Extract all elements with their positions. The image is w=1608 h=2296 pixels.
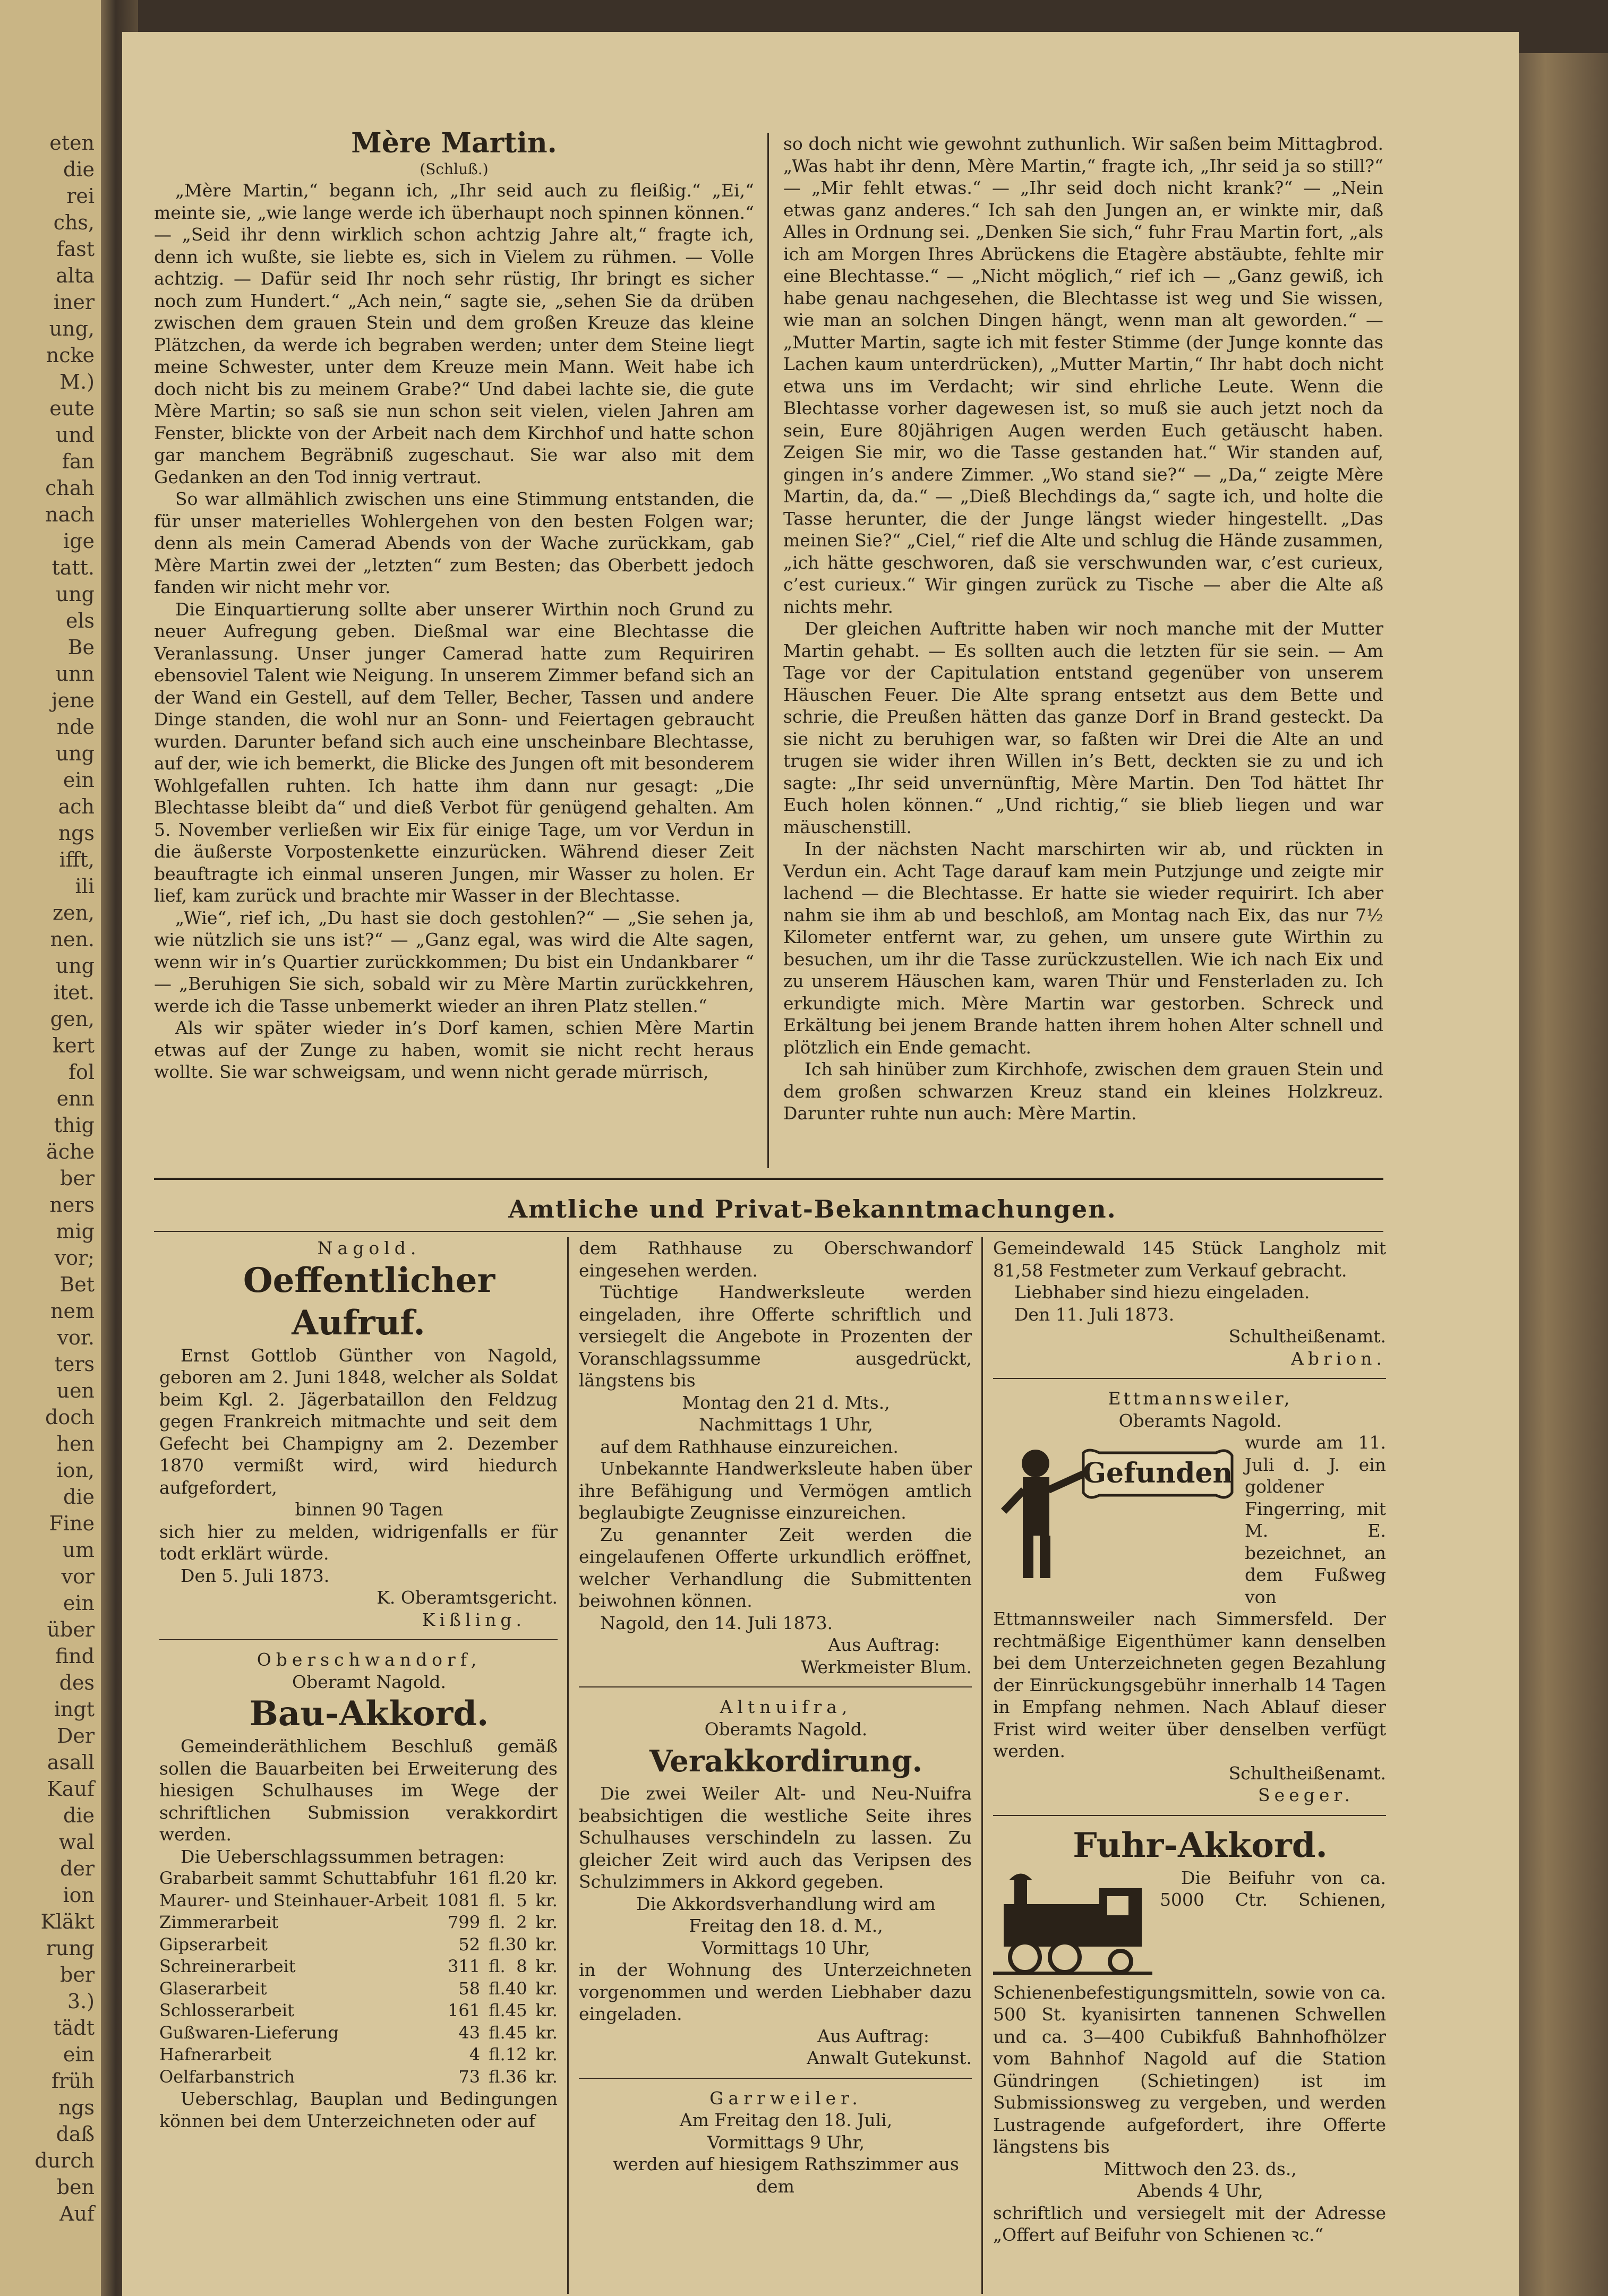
left-page-line: Der [56, 1724, 95, 1747]
ad-signer: Anwalt Gutekunst. [807, 2047, 972, 2068]
left-page-line: ners [49, 1193, 95, 1216]
cost-kr-unit: kr. [535, 2066, 558, 2087]
cost-row [159, 1867, 558, 1890]
left-page-line: asall [47, 1751, 95, 1774]
story-column-2 [783, 133, 1383, 1125]
left-page-line: ion [63, 1883, 95, 1907]
ad-bau-akkord [159, 1649, 558, 2132]
ad-public-call [159, 1237, 558, 1631]
left-page-line: Auf [59, 2202, 95, 2225]
cost-kr-unit: kr. [535, 1978, 558, 1999]
column-divider [767, 133, 769, 1168]
left-page-line: um [62, 1538, 95, 1562]
cost-label: Zimmerarbeit [159, 1912, 279, 1932]
left-page-line: M.) [59, 370, 95, 393]
column-divider [567, 1237, 569, 2294]
cost-row [159, 1890, 558, 1912]
ad-body: werden auf hiesigem Rathszimmer aus dem [613, 2154, 959, 2197]
story-paragraph: „Wie“, rief ich, „Du hast sie doch gestohlen?“ — „Sie sehen ja, wie nützlich sie uns ist?“ — „Ganz egal, was wird die Alte sagen, wenn wir in’s Quartier zurückkommen; Du bist ein Undankbarer “ — „Beruhigen Sie sich, sobald wir zu Mère Martin zurückkehren, werde ich die Tasse unbemerkt wieder an ihren Platz stellen.“ [154, 907, 754, 1016]
cost-kr-unit: kr. [535, 2022, 558, 2043]
cost-amount: 43 [458, 2022, 481, 2043]
cost-label: Oelfarbanstrich [159, 2066, 295, 2087]
left-page-line: ngs [58, 821, 95, 845]
cost-fl: fl. [489, 1934, 506, 1955]
cost-row [159, 2000, 558, 2022]
cost-kr: 5 [516, 1890, 527, 1911]
story-paragraph: Die Einquartierung sollte aber unserer Wirthin noch Grund zu neuer Aufregung geben. Dießmal war eine Blechtasse die Veranlassung. Unser junger Camerad hatte zum Requiriren ebensoviel Talent wie Neigung. In unserem Zimmer befand sich an der Wand ein Gestell, auf dem Teller, Becher, Tassen und andere Dinge standen, die wohl nur an Sonn- und Feiertagen gebraucht wurden. Darunter befand sich auch eine unscheinbare Blechtasse, auf der, wie ich bemerkt, die Blicke des Jungen oft mit besonderem Wohlgefallen ruhten. Ich hatte ihm dann nur gesagt: „Die Blechtasse bleibt da“ und dieß Verbot für genügend gehalten. Am 5. November verließen wir Eix für einige Tage, um vor Verdun in die äußerste Vorpostenkette einzurücken. Während dieser Zeit beauftragte ich einmal unseren Jungen, mir Wasser zu holen. Er lief, kam zurück und brachte mir Wasser in der Blechtasse. [154, 598, 754, 906]
left-page-line: der [60, 1857, 95, 1880]
cost-kr: 8 [516, 1956, 527, 1976]
ads-column-2 [579, 1237, 972, 2197]
cost-kr: 20 [505, 1868, 527, 1888]
ad-body: in der Wohnung des Unterzeichneten vorgenommen und werden Liebhaber dazu eingeladen. [579, 1959, 972, 2024]
ad-deadline: binnen 90 Tagen [295, 1499, 443, 1520]
ad-place: Ettmannsweiler, [1108, 1388, 1293, 1409]
ad-body: Liebhaber sind hiezu eingeladen. [1014, 1282, 1310, 1303]
book-page-edges [1519, 53, 1608, 2296]
ad-date: Den 11. Juli 1873. [1014, 1304, 1175, 1325]
left-page-line: ncke [46, 344, 95, 367]
ad-verakkordirung [579, 1696, 972, 2069]
story-subtitle: (Schluß.) [420, 160, 489, 178]
left-page-line: jene [51, 689, 95, 712]
ad-title: Oeffentlicher Aufruf. [243, 1260, 495, 1343]
cost-kr-unit: kr. [535, 1934, 558, 1955]
ad-body: auf dem Rathhause einzureichen. [600, 1436, 899, 1457]
ad-body: wurde am 11. Juli d. J. ein goldener Fingerring, mit M. E. bezeichnet, an dem Fußweg von Ettmannsweiler nach Simmersfeld. Der rechtmäßige Eigenthümer kann denselben bei dem Unterzeichneten gegen Bezahlung der Einrückungsgebühr innerhalb 14 Tagen in Empfang nehmen. Nach Ablauf dieser Frist wird weiter über denselben verfügt werden. [993, 1432, 1386, 1761]
column-divider [981, 1237, 983, 2294]
cost-kr: 45 [505, 2000, 527, 2020]
left-page-line: ung [55, 954, 95, 978]
cost-amount: 4 [469, 2044, 481, 2064]
ad-date-line: Mittwoch den 23. ds., [1104, 2158, 1297, 2179]
left-page-line: Bet [59, 1273, 95, 1296]
left-page-line: 3.) [67, 1990, 95, 2013]
story-paragraph: Ich sah hinüber zum Kirchhofe, zwischen dem grauen Stein und dem großen schwarzen Kreuz stand ein kleines Holzkreuz. Darunter ruhte nun auch: Mère Martin. [783, 1059, 1383, 1124]
cost-fl: fl. [489, 1868, 506, 1888]
left-page-fragment [0, 0, 101, 2296]
left-page-line: ben [56, 2175, 95, 2199]
left-page-line: ion, [56, 1459, 95, 1482]
ad-divider [993, 1815, 1386, 1816]
cost-kr-unit: kr. [535, 1868, 558, 1888]
story-paragraph: so doch nicht wie gewohnt zuthunlich. Wir saßen beim Mittagbrod. „Was habt ihr denn, Mère Martin,“ fragte ich, „Ihr seid ja so still?“ — „Mir fehlt etwas.“ — „Ihr seid doch nicht krank?“ — „Nein etwas ganz anderes.“ Ich sah den Jungen an, er winkte mir, daß Alles in Ordnung sei. „Denken Sie sich,“ fuhr Frau Martin fort, „als ich am Morgen Ihres Abrückens die Etagère abstäubte, fehlte mir eine Blechtasse.“ — „Nicht möglich,“ rief ich — „Ganz gewiß, ich habe genau nachgesehen, die Blechtasse ist weg und Sie wissen, wie man an solchen Dingen hängt, wenn man alt geworden.“ — „Mutter Martin, sagte ich mit fester Stimme (der Junge konnte das Lachen kaum unterdrücken), „Mutter Martin,“ Ihr habt doch nicht etwa uns im Verdacht; wir sind ehrliche Leute. Wenn die Blechtasse vorher dagewesen ist, so muß sie auch jetzt noch da sein, Eure 80jährigen Augen werden Euch getäuscht haben. Zeigen Sie mir, wo die Tasse gestanden hat.“ Wir standen auf, gingen in’s andere Zimmer. „Wo stand sie?“ — „Da,“ zeigte Mère Martin, da, da.“ — „Dieß Blechdings da,“ sagte ich, und holte die Tasse herunter, die der Junge längst wieder hingestellt. „Das meinen Sie?“ „Ciel,“ rief die Alte und schlug die Hände zusammen, „ich hätte geschworen, daß sie verschwunden war, c’est curieux, c’est curieux.“ Wir gingen zurück zu Tische — aber die Alte aß nichts mehr. [783, 133, 1383, 617]
ad-body: Die zwei Weiler Alt- und Neu-Nuifra beabsichtigen die westliche Seite ihres Schulhauses verschindeln zu lassen. Zu gleicher Zeit wird auch das Veripsen des Schulzimmers in Akkord gegeben. [579, 1783, 972, 1892]
story-column-1 [154, 127, 754, 1083]
left-page-line: tädt [53, 2016, 95, 2040]
ad-place: Garrweiler. [709, 2087, 862, 2109]
ad-time-line: Vormittags 9 Uhr, [707, 2131, 865, 2153]
ad-body: Gemeinderäthlichem Beschluß gemäß sollen die Bauarbeiten bei Erweiterung des hiesigen Schulhauses im Wege der schriftlichen Submission verakkordirt werden. [159, 1736, 558, 1845]
cost-fl: fl. [489, 2022, 506, 2043]
left-page-line: fast [56, 237, 95, 261]
left-page-line: Kläkt [40, 1910, 95, 1933]
left-page-line: ein [63, 2043, 95, 2066]
ad-time-line: Vormittags 10 Uhr, [702, 1937, 870, 1958]
left-page-line: wal [58, 1830, 95, 1854]
left-page-line: doch [45, 1406, 95, 1429]
left-page-line: die [63, 1804, 95, 1827]
cost-label: Hafnerarbeit [159, 2044, 271, 2064]
left-page-line: ein [63, 1591, 95, 1615]
cost-label: Glaserarbeit [159, 1978, 267, 1999]
ad-divider [159, 1639, 558, 1640]
left-page-line: ifft, [59, 848, 95, 871]
ad-district: Oberamts Nagold. [704, 1718, 868, 1740]
left-page-line: alta [56, 264, 95, 287]
story-paragraph: „Mère Martin,“ begann ich, „Ihr seid auch zu fleißig.“ „Ei,“ meinte sie, „wie lange werde ich überhaupt noch spinnen können.“ — „Seid ihr denn wirklich schon achtzig Jahre alt,“ fragte ich, denn ich wußte, sie liebte es, sich in Vielem zu rühmen. — Volle achtzig. — Dafür seid Ihr noch sehr rüstig, Ihr bringt es sicher noch zum Hundert.“ „Ach nein,“ sagte sie, „sehen Sie da drüben zwischen dem grauen Stein und dem großen Kreuze das kleine Plätzchen, da werde ich begraben werden; unter dem Steine liegt meine Schwester, unter dem Kreuze mein Mann. Weit habe ich doch nicht bis zu meinem Grabe?“ Und dabei lachte sie, die gute Mère Martin; so saß sie nun schon seit vielen, vielen Jahren am Fenster, blickte von der Arbeit nach dem Kirchhof und hatte schon gar manchem Begräbniß zugeschaut. Sie war also mit dem Gedanken an den Tod innig vertraut. [154, 180, 754, 487]
ad-signer-name: Seeger. [1258, 1785, 1354, 1805]
left-page-line: eute [49, 397, 95, 420]
left-page-line: ach [58, 795, 95, 818]
left-page-line: ber [60, 1963, 95, 1986]
left-page-line: mig [56, 1220, 95, 1243]
cost-amount: 161 [448, 1868, 481, 1888]
left-page-line: ige [63, 529, 95, 553]
left-page-line: nde [56, 715, 95, 739]
locomotive-icon [993, 1867, 1152, 1978]
cost-row [159, 1912, 558, 1934]
ad-bau-akkord-continued [579, 1237, 972, 1678]
left-page-line: die [63, 158, 95, 181]
left-page-line: gen, [50, 1007, 95, 1031]
ad-place: Oberschwandorf, [256, 1649, 482, 1670]
cost-row [159, 1978, 558, 2000]
left-page-line: äche [46, 1140, 95, 1163]
ad-holzverkauf [579, 2087, 972, 2198]
cost-fl: fl. [489, 1890, 506, 1911]
ad-date: Den 5. Juli 1873. [181, 1565, 330, 1586]
left-page-line: ung, [49, 317, 95, 340]
ad-time-line: Abends 4 Uhr, [1137, 2180, 1263, 2201]
left-page-line: Be [67, 636, 95, 659]
cost-fl: fl. [489, 1956, 506, 1976]
left-page-line: Fine [49, 1512, 95, 1535]
cost-kr-unit: kr. [535, 1890, 558, 1911]
section-rule [154, 1178, 1383, 1180]
ad-body: Unbekannte Handwerksleute haben über ihre Befähigung und Vermögen amtlich beglaubigte Zeugnisse einzureichen. [579, 1458, 972, 1523]
ad-title: Fuhr-Akkord. [1073, 1825, 1328, 1865]
left-page-line: kert [53, 1034, 95, 1057]
cost-fl: fl. [489, 2066, 506, 2087]
cost-row [159, 1956, 558, 1978]
left-page-line: durch [35, 2149, 95, 2172]
left-page-line: rei [66, 184, 95, 208]
ad-title: Verakkordirung. [649, 1744, 923, 1779]
cost-kr-unit: kr. [535, 1912, 558, 1932]
ad-signer: K. Oberamtsgericht. [377, 1587, 558, 1608]
left-page-line: nem [50, 1299, 95, 1323]
ad-body: Tüchtige Handwerksleute werden eingeladen, ihre Offerte schriftlich und versiegelt die Angebote in Prozenten der Voranschlagssumme ausgedrückt, längstens bis [579, 1282, 972, 1391]
ad-signer-name: Abrion. [1291, 1348, 1386, 1369]
cost-amount: 1081 [437, 1890, 481, 1911]
left-page-line: ters [54, 1352, 95, 1376]
story-title: Mère Martin. [351, 127, 557, 159]
ad-signer: Werkmeister Blum. [801, 1656, 972, 1677]
cost-label: Grabarbeit sammt Schuttabfuhr [159, 1868, 437, 1888]
cost-fl: fl. [489, 1912, 506, 1932]
left-page-line: iner [53, 290, 95, 314]
ad-place: Nagold. [317, 1238, 421, 1258]
left-page-line: rung [46, 1937, 95, 1960]
cost-kr-unit: kr. [535, 1956, 558, 1976]
found-sign-text: Gefunden [1082, 1457, 1233, 1489]
left-page-line: ein [63, 768, 95, 792]
left-page-line: ung [55, 582, 95, 606]
ad-signer: Schultheißenamt. [1228, 1326, 1386, 1347]
cost-kr: 40 [505, 1978, 527, 1999]
left-page-line: hen [56, 1432, 95, 1455]
ads-header: Amtliche und Privat-Bekanntmachungen. [508, 1195, 1117, 1223]
ad-body: Gemeindewald 145 Stück Langholz mit 81,58 Festmeter zum Verkauf gebracht. [993, 1238, 1386, 1281]
ad-date-line: Freitag den 18. d. M., [689, 1915, 883, 1936]
left-page-line: chs, [53, 211, 95, 234]
ad-signer-name: Kißling. [422, 1609, 526, 1630]
left-page-line: ngs [58, 2096, 95, 2119]
left-page-line: unn [55, 662, 95, 686]
story-paragraph: Der gleichen Auftritte haben wir noch manche mit der Mutter Martin gehabt. — Es sollten auch die letzten für sie sein. — Am Tage vor der Capitulation entstand gegenüber von unserem Häuschen Feuer. Die Alte sprang entsetzt aus dem Bette und schrie, die Preußen hätten das ganze Dorf in Brand gesteckt. Da sie nicht zu beruhigen war, so faßten wir Drei die Alte an und trugen sie wider ihren Willen in’s Bett, deckten sie zu und ich sagte: „Ihr seid unvernünftig, Mère Martin. Den Tod hättet Ihr Euch holen können.“ „Und richtig,“ sie blieb liegen und war mäuschenstill. [783, 618, 1383, 837]
ad-body: Am Freitag den 18. Juli, [679, 2110, 893, 2130]
cost-amount: 161 [448, 2000, 481, 2020]
ad-body: dem Rathhause zu Oberschwandorf eingesehen werden. [579, 1238, 972, 1281]
left-page-line: enn [56, 1087, 95, 1110]
ad-auth: Aus Auftrag: [817, 2025, 929, 2046]
ad-body: sich hier zu melden, widrigenfalls er für todt erklärt würde. [159, 1521, 558, 1564]
left-page-line: eten [49, 131, 95, 155]
story-paragraph: Als wir später wieder in’s Dorf kamen, schien Mère Martin etwas auf der Zunge zu haben, womit sie nicht recht heraus wollte. Sie war schweigsam, und wenn nicht gerade mürrisch, [154, 1017, 754, 1082]
ad-place: Altnuifra, [720, 1697, 852, 1717]
left-page-line: uen [56, 1379, 95, 1402]
cost-kr-unit: kr. [535, 2000, 558, 2020]
left-page-line: ingt [54, 1698, 95, 1721]
story-paragraph: In der nächsten Nacht marschirten wir ab, und rückten in Verdun ein. Acht Tage darauf kam mein Putzjunge und zeigte mir lachend — die Blechtasse. Er hatte sie wieder requirirt. Ich aber nahm sie ihm ab und beschloß, am Montag nach Eix, das nur 7½ Kilometer entfernt war, zu gehen, um unsere gute Wirthin zu besuchen, um ihr die Tasse zurückzustellen. Wie ich nach Eix und zu unserem Häuschen kam, waren Thür und Fensterladen zu. Ich erkundigte mich. Mère Martin war gestorben. Schreck und Erkältung bei jenem Brande hatten ihrem hohen Alter schnell und plötzlich ein Ende gemacht. [783, 838, 1383, 1058]
ad-district: Oberamts Nagold. [1118, 1410, 1282, 1431]
left-page-line: nach [45, 503, 95, 526]
cost-kr: 30 [505, 1934, 527, 1955]
ad-body: schriftlich und versiegelt mit der Adresse „Offert auf Beifuhr von Schienen ꝛc.“ [993, 2202, 1386, 2245]
left-page-line: und [55, 423, 95, 447]
ads-column-1 [159, 1237, 558, 2132]
cost-label: Schlosserarbeit [159, 2000, 294, 2020]
cost-kr: 2 [516, 1912, 527, 1932]
story-paragraph: So war allmählich zwischen uns eine Stimmung entstanden, die für unser materielles Wohlergehen von den besten Folgen war; denn als mein Camerad Abends von der Wache zurückkam, gab Mère Martin zwei der „letzten“ zum Besten; das Oberbett jedoch fanden wir nicht mehr vor. [154, 489, 754, 597]
cost-label: Maurer- und Steinhauer-Arbeit [159, 1890, 428, 1911]
cost-kr: 45 [505, 2022, 527, 2043]
cost-fl: fl. [489, 1978, 506, 1999]
left-page-line: ili [75, 875, 95, 898]
left-page-line: Kauf [47, 1777, 95, 1801]
cost-amount: 58 [458, 1978, 481, 1999]
left-page-line: thig [54, 1113, 95, 1137]
section-rule [154, 1231, 1383, 1232]
ad-date-line: Montag den 21 d. Mts., [682, 1392, 890, 1413]
cost-fl: fl. [489, 2000, 506, 2020]
left-page-line: daß [56, 2122, 95, 2146]
left-page-line: zen, [52, 901, 95, 924]
ad-gefunden [993, 1387, 1386, 1806]
left-page-line: itet. [53, 981, 95, 1004]
ad-divider [993, 1378, 1386, 1379]
cost-row [159, 2044, 558, 2066]
cost-kr: 12 [505, 2044, 527, 2064]
ad-date: Nagold, den 14. Juli 1873. [600, 1612, 833, 1633]
cost-kr: 36 [505, 2066, 527, 2087]
left-page-line: ber [60, 1167, 95, 1190]
left-page-line: vor [61, 1565, 95, 1588]
ad-fuhr-akkord [993, 1824, 1386, 2246]
ad-divider [579, 1686, 972, 1687]
ad-signer: Schultheißenamt. [1228, 1762, 1386, 1784]
left-page-line: über [47, 1618, 95, 1641]
left-page-line: fan [62, 450, 95, 473]
ad-auth: Aus Auftrag: [828, 1634, 940, 1655]
cost-kr-unit: kr. [535, 2044, 558, 2064]
cost-row [159, 2022, 558, 2044]
left-page-line: els [65, 609, 95, 632]
ad-district: Oberamt Nagold. [292, 1671, 446, 1692]
man-holding-sign-icon [993, 1432, 1237, 1591]
left-page-line: find [55, 1644, 95, 1668]
ad-divider [579, 2078, 972, 2079]
left-page-line: die [63, 1485, 95, 1509]
left-page-line: des [59, 1671, 95, 1694]
cost-label: Gipserarbeit [159, 1934, 268, 1955]
cost-label: Schreinerarbeit [159, 1956, 296, 1976]
cost-amount: 311 [448, 1956, 481, 1976]
left-page-line: vor. [57, 1326, 95, 1349]
cost-amount: 73 [458, 2066, 481, 2087]
ad-body: Die Akkordsverhandlung wird am [636, 1893, 936, 1914]
ad-body: Ernst Gottlob Günther von Nagold, geboren am 2. Juni 1848, welcher als Soldat beim Kgl. 2. Jägerbataillon den Feldzug gegen Frankreich mitmachte und seit dem Gefecht bei Champigny am 2. Dezember 1870 vermißt wird, wird hiedurch aufgefordert, [159, 1344, 558, 1498]
ad-body: Ueberschlag, Bauplan und Bedingungen können bei dem Unterzeichneten oder auf [159, 2088, 558, 2131]
cost-amount: 799 [448, 1912, 481, 1932]
cost-row [159, 1934, 558, 1956]
ad-time-line: Nachmittags 1 Uhr, [698, 1414, 874, 1435]
left-page-line: nen. [50, 928, 95, 951]
ad-body: Die Ueberschlagssummen betragen: [181, 1846, 505, 1867]
ad-body: Zu genannter Zeit werden die eingelaufenen Offerte urkundlich eröffnet, welcher Verhandlung die Submittenten beiwohnen können. [579, 1524, 972, 1611]
left-page-line: tatt. [52, 556, 95, 579]
left-page-line: früh [51, 2069, 95, 2093]
ad-body: Die Beifuhr von ca. 5000 Ctr. Schienen, Schienenbefestigungsmitteln, sowie von ca. 500 St. kyanisirten tannenen Schwellen und ca. 3—400 Cubikfuß Bahnhofhölzer vom Bahnhof Nagold auf die Station Gündringen (Schietingen) ist im Submissionsweg zu vergeben, und werden Lustragende aufgefordert, ihre Offerte längstens bis [993, 1867, 1386, 2157]
left-page-line: vor; [54, 1246, 95, 1270]
left-page-line: fol [68, 1060, 95, 1084]
cost-label: Gußwaren-Lieferung [159, 2022, 339, 2043]
ad-title: Bau-Akkord. [249, 1694, 489, 1734]
cost-row [159, 2066, 558, 2088]
ads-column-3 [993, 1237, 1386, 2246]
cost-amount: 52 [458, 1934, 481, 1955]
left-page-line: chah [45, 476, 95, 500]
left-page-line: ung [55, 742, 95, 765]
cost-fl: fl. [489, 2044, 506, 2064]
ad-holzverkauf-continued [993, 1237, 1386, 1369]
cost-table [159, 1867, 558, 2088]
